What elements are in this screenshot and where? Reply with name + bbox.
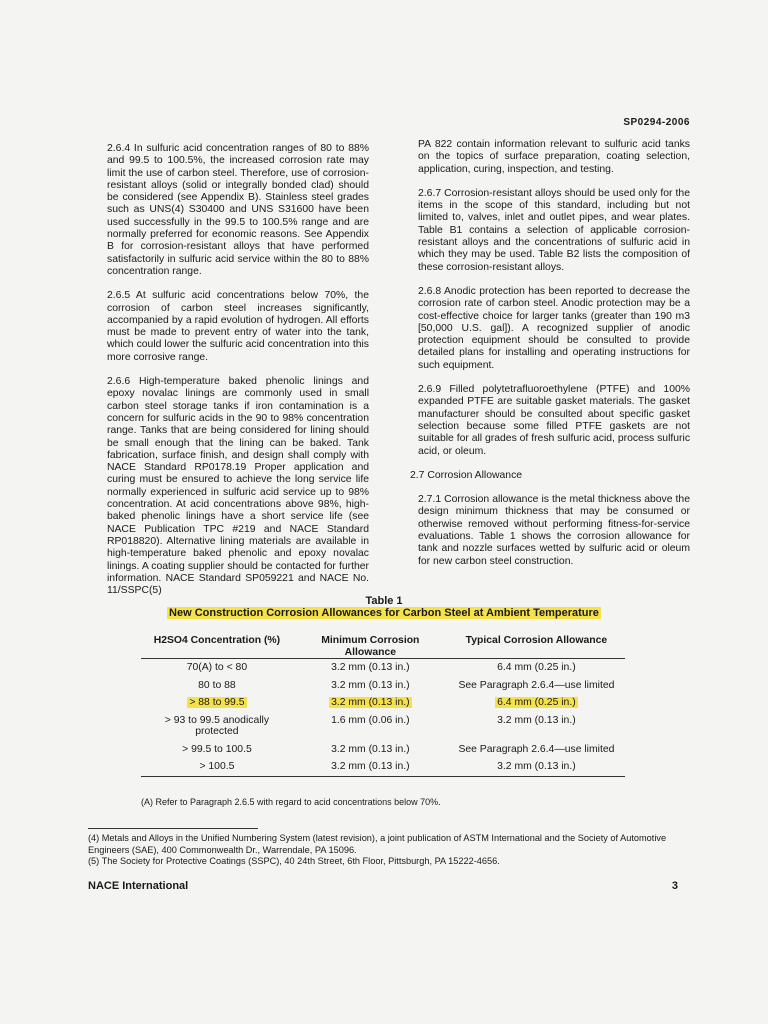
table-row: [141, 712, 625, 741]
table-subtitle: New Construction Corrosion Allowances for Carbon Steel at Ambient Temperature: [169, 607, 599, 619]
footnote-4: (4) Metals and Alloys in the Unified Numbering System (latest revision), a joint publication of ASTM International and the Society of Automotive Engineers (SAE), 400 Commonwealth Dr., Warrendale, PA 15096.: [88, 833, 667, 855]
highlighted-text: 6.4 mm (0.25 in.): [497, 697, 576, 708]
header-minimum-allowance: Minimum Corrosion Allowance: [321, 635, 420, 658]
table-cell: 6.4 mm (0.25 in.): [497, 662, 576, 673]
table-cell: See Paragraph 2.6.4—use limited: [458, 679, 615, 691]
table-cell: [141, 694, 293, 712]
left-column: [107, 143, 369, 609]
table-cell: > 99.5 to 100.5: [182, 743, 252, 755]
paragraph-2-6-5: 2.6.5 At sulfuric acid concentrations below 70%, the corrosion of carbon steel increases significantly, accompanied by a rapid evolution of hydrogen. All efforts must be made to prevent entry of water into the tank, which could lower the sulfuric acid concentration into this more corrosive range.: [107, 290, 369, 363]
table-title: Table 1: [365, 595, 403, 607]
paragraph-2-7-1: 2.7.1 Corrosion allowance is the metal thickness above the design minimum thickness that may be consumed or otherwise removed without performing fitness-for-service evaluations. Table 1 shows the corrosion allowance for tank and nozzle surfaces wetted by sulfuric acid or oleum for new carbon steel construction.: [418, 494, 690, 567]
footnotes: [88, 833, 698, 868]
publisher-name: NACE International: [88, 880, 189, 892]
section-heading-2-7: 2.7 Corrosion Allowance: [410, 469, 523, 481]
paragraph-2-6-6: 2.6.6 High-temperature baked phenolic linings and epoxy novalac linings are commonly used in small carbon steel storage tanks if iron contamination is a concern for sulfuric acids in the 90 to 98% concentration range. Tanks that are being considered for lining should be small enough that the lining can be baked. Tank fabrication, surface finish, and design shall comply with NACE Standard RP0178.19 Proper application and curing must be ensured to achieve the long service life normally experienced in sulfuric acid service up to 98% concentration. At acid concentrations above 98%, high-baked phenolic linings have a short service life (see NACE Publication TPC #219 and NACE Standard RP018820). Alternative lining materials are available in high-temperature baked phenolic and epoxy novalac linings. A coating supplier should be contacted for further information. NACE Standard SP059221 and NACE No. 11/SSPC(5): [107, 376, 369, 597]
table-cell: 3.2 mm (0.13 in.): [331, 662, 410, 673]
paragraph-2-6-9: 2.6.9 Filled polytetrafluoroethylene (PTFE) and 100% expanded PTFE are suitable gasket materials. The gasket manufacturer should be consulted about specific gasket selection because some filled PTFE gaskets are not suitable for all grades of fresh sulfuric acid, process sulfuric acid, or oleum.: [418, 384, 691, 457]
highlighted-text: > 88 to 99.5: [189, 697, 245, 708]
table-cell: 3.2 mm (0.13 in.): [497, 761, 576, 772]
paragraph-continued: PA 822 contain information relevant to sulfuric acid tanks on the topics of surface preparation, coating selection, application, curing, inspection, and testing.: [418, 139, 690, 175]
table-cell: [448, 694, 625, 712]
paragraph-2-6-7: 2.6.7 Corrosion-resistant alloys should be used only for the items in the scope of this standard, including but not limited to, valves, inlet and outlet pipes, and wear plates. Table B1 contains a selection of applicable corrosion-resistant alloys and the concentrations of sulfuric acid in which they may be used. Table B2 lists the composition of these corrosion-resistant alloys.: [418, 187, 690, 273]
table-cell: 3.2 mm (0.13 in.): [497, 714, 576, 726]
table-cell: 3.2 mm (0.13 in.): [331, 743, 410, 755]
footnote-divider: [88, 828, 258, 829]
table-cell: 70(A) to < 80: [186, 662, 248, 673]
table-cell: 3.2 mm (0.13 in.): [331, 761, 410, 772]
table-cell: 80 to 88: [198, 679, 236, 691]
table-subtitle-wrap: [0, 607, 768, 619]
paragraph-2-6-8: 2.6.8 Anodic protection has been reported to decrease the corrosion rate of carbon steel. Anodic protection may be a cost-effective choice for larger tanks (greater than 190 m3 [50,000 U.S. gal]). A recognized supplier of anodic protection equipment should be consulted to provide detailed plans for installing and operating instructions for such equipment.: [418, 285, 690, 371]
right-column: [410, 139, 691, 580]
document-code: SP0294-2006: [623, 117, 690, 128]
footnote-5: (5) The Society for Protective Coatings (SSPC), 40 24th Street, 6th Floor, Pittsburgh, PA 15222-4656.: [88, 856, 500, 866]
table-row: [141, 659, 625, 677]
header-concentration: H2SO4 Concentration (%): [153, 635, 281, 646]
table-header-row: [141, 633, 625, 659]
table-row: [141, 758, 625, 776]
table-row: [141, 677, 625, 695]
table-cell: 3.2 mm (0.13 in.): [331, 679, 410, 691]
table-cell: > 100.5: [199, 761, 235, 772]
table-row: [141, 741, 625, 759]
table-row-highlighted: [141, 694, 625, 712]
highlighted-text: 3.2 mm (0.13 in.): [331, 697, 410, 708]
corrosion-allowance-table: [141, 633, 625, 777]
table-cell: 1.6 mm (0.06 in.): [331, 714, 410, 726]
table-note: (A) Refer to Paragraph 2.6.5 with regard to acid concentrations below 70%.: [141, 797, 441, 807]
header-typical-allowance: Typical Corrosion Allowance: [465, 635, 608, 646]
table-cell: [293, 694, 448, 712]
table-cell: > 93 to 99.5 anodically protected: [164, 714, 270, 737]
paragraph-2-6-4: 2.6.4 In sulfuric acid concentration ranges of 80 to 88% and 99.5 to 100.5%, the increased corrosion rate may limit the use of carbon steel. Therefore, use of corrosion-resistant alloys (solid or integrally bonded clad) should be considered (see Appendix B). Stainless steel grades such as UNS(4) S30400 and UNS S31600 have been used successfully in the 99.5 to 100.5% range and are normally preferred for economic reasons. See Appendix B for corrosion-resistant alloys that have performed satisfactorily in sulfuric acid service within the 80 to 88% concentration range.: [107, 143, 369, 277]
table-cell: See Paragraph 2.6.4—use limited: [458, 743, 615, 755]
page-number: 3: [671, 880, 678, 892]
